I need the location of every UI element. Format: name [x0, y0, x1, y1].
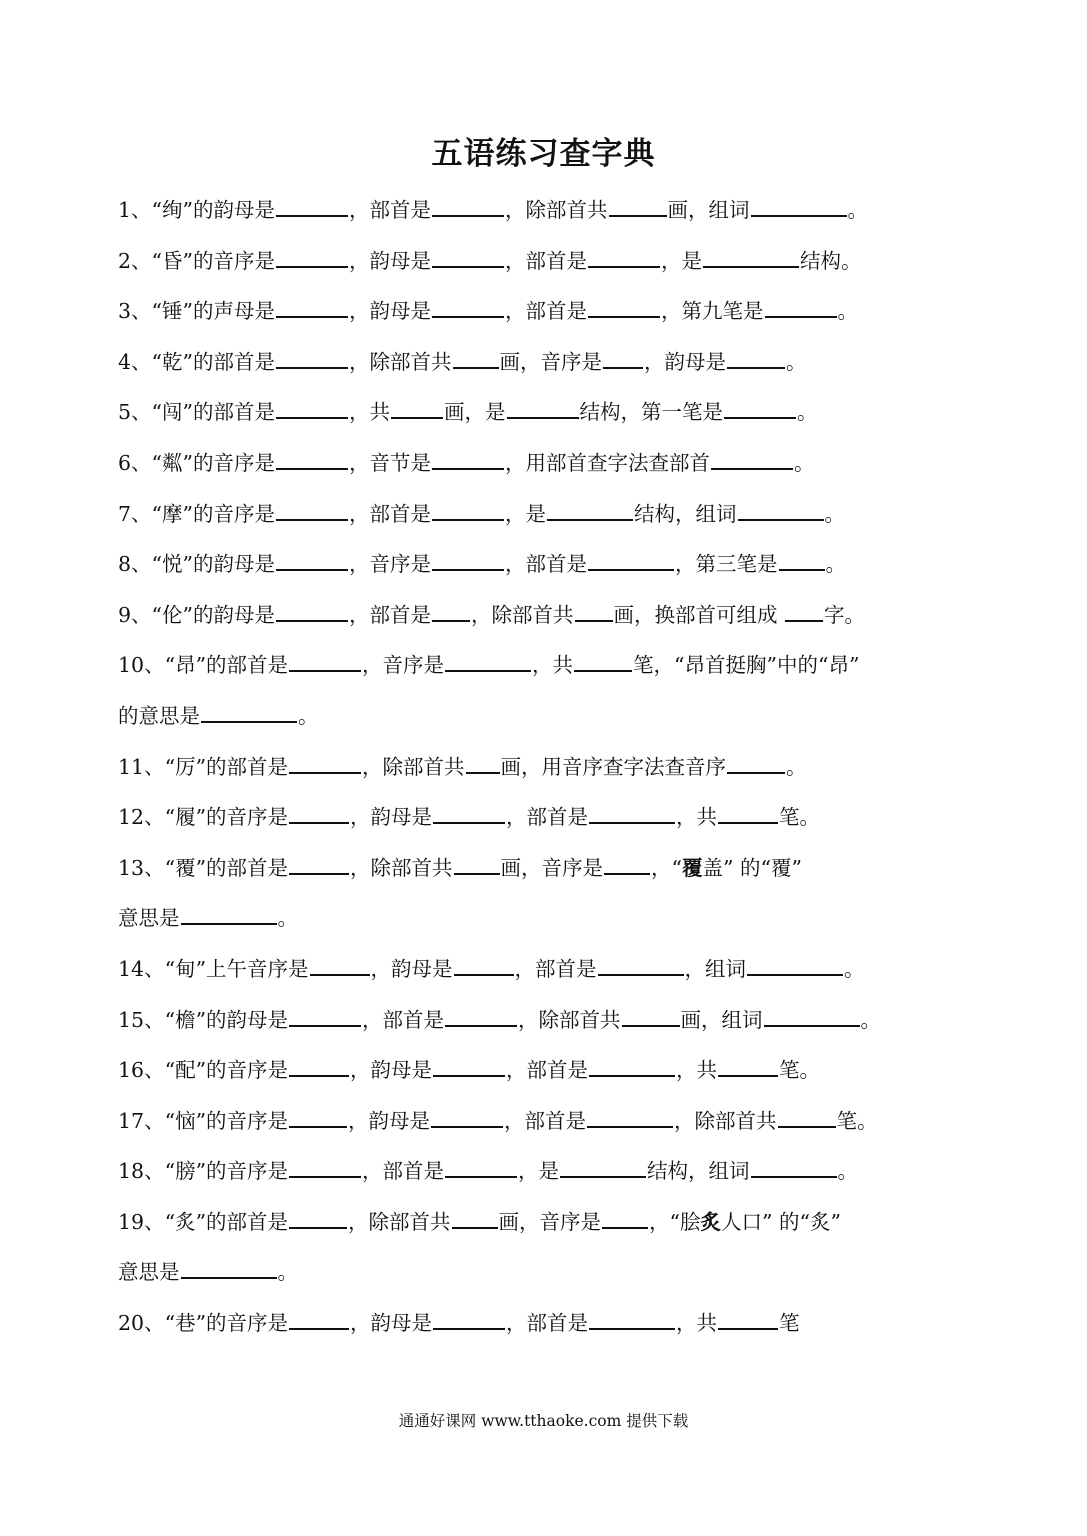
question-text: 4、“乾”的部首是 — [118, 349, 276, 374]
question-text: 的意思是 — [118, 703, 200, 728]
answer-blank[interactable] — [547, 497, 633, 521]
answer-blank[interactable] — [289, 1306, 349, 1330]
answer-blank[interactable] — [276, 395, 348, 419]
answer-blank[interactable] — [622, 1003, 680, 1027]
question-text: 结构，第一笔是 — [579, 400, 724, 425]
question-text: ，是 — [518, 1159, 560, 1184]
question-text: 9、“伦”的韵母是 — [118, 602, 276, 627]
question-text: ，共 — [676, 1311, 718, 1336]
question-line — [118, 797, 978, 848]
question-text: ，部首是 — [505, 299, 588, 324]
question-text: ，“ — [651, 855, 683, 880]
question-line — [118, 443, 978, 494]
question-text: ，“脍 — [649, 1209, 701, 1234]
question-text: ，共 — [676, 805, 718, 830]
question-text: ，韵母是 — [370, 956, 453, 981]
answer-blank[interactable] — [289, 1205, 347, 1229]
question-text: 。 — [825, 552, 847, 577]
question-text: 结构。 — [800, 248, 862, 273]
question-text: 笔。 — [836, 1108, 878, 1133]
answer-blank[interactable] — [276, 598, 348, 622]
question-text: 。 — [298, 703, 319, 728]
question-text: ，部首是 — [506, 1058, 589, 1083]
question-text: ，部首是 — [506, 1311, 589, 1336]
question-line — [118, 392, 978, 443]
answer-blank[interactable] — [276, 345, 348, 369]
question-text: 5、“闯”的部首是 — [118, 400, 276, 425]
answer-blank[interactable] — [445, 648, 531, 672]
answer-blank[interactable] — [598, 952, 684, 976]
question-text: 人口” 的“炙” — [721, 1209, 841, 1234]
question-line — [118, 1101, 978, 1152]
question-line — [118, 747, 978, 798]
answer-blank[interactable] — [432, 547, 504, 571]
answer-blank[interactable] — [751, 193, 847, 217]
answer-blank[interactable] — [454, 952, 514, 976]
answer-blank[interactable] — [276, 294, 348, 318]
question-text: 17、“恼”的音序是 — [118, 1108, 289, 1133]
answer-blank[interactable] — [181, 901, 277, 925]
answer-blank[interactable] — [181, 1255, 277, 1279]
answer-blank[interactable] — [589, 1053, 675, 1077]
question-text: 7、“摩”的音序是 — [118, 501, 276, 526]
question-text: 1、“绚”的韵母是 — [118, 198, 276, 222]
question-text: ，部首是 — [505, 552, 588, 577]
answer-blank[interactable] — [289, 1053, 349, 1077]
answer-blank[interactable] — [588, 244, 660, 268]
answer-blank[interactable] — [724, 395, 796, 419]
question-line — [118, 342, 978, 393]
answer-blank[interactable] — [747, 952, 843, 976]
answer-blank[interactable] — [289, 1154, 361, 1178]
question-line — [118, 1202, 978, 1253]
question-text: ，除部首共 — [349, 349, 452, 374]
question-text: ，除部首共 — [505, 198, 608, 222]
question-list — [118, 190, 978, 1354]
question-text: 笔 — [779, 1311, 800, 1336]
answer-blank[interactable] — [276, 244, 348, 268]
question-line — [118, 848, 978, 899]
question-text: 画，换部首可组成 — [613, 602, 785, 627]
question-text: 3、“锤”的声母是 — [118, 299, 276, 324]
answer-blank[interactable] — [560, 1154, 646, 1178]
answer-blank[interactable] — [276, 193, 348, 217]
answer-blank[interactable] — [453, 345, 499, 369]
question-text: 。 — [837, 299, 859, 324]
answer-blank[interactable] — [711, 446, 793, 470]
question-text: ，音序是 — [362, 653, 445, 678]
question-text: ，韵母是 — [350, 1311, 433, 1336]
answer-blank[interactable] — [289, 648, 361, 672]
question-text: 20、“巷”的音序是 — [118, 1311, 289, 1336]
answer-blank[interactable] — [445, 1154, 517, 1178]
answer-blank[interactable] — [785, 598, 823, 622]
question-text: ，用部首查字法查部首 — [505, 450, 711, 475]
answer-blank[interactable] — [276, 497, 348, 521]
question-text: 13、“覆”的部首是 — [118, 855, 289, 880]
question-text: ，部首是 — [514, 956, 597, 981]
question-text: 结构，组词 — [634, 501, 737, 526]
question-text: 。 — [786, 754, 807, 779]
footer-text: 通通好课网 www.tthaoke.com 提供下载 — [398, 1412, 689, 1430]
question-text: ，是 — [505, 501, 547, 526]
question-text: 笔，“昂首挺胸”中的“昂” — [633, 653, 860, 678]
question-text: 18、“膀”的音序是 — [118, 1159, 289, 1184]
question-line — [118, 241, 978, 292]
answer-blank[interactable] — [432, 598, 470, 622]
question-text: 。 — [786, 349, 807, 374]
question-text: 。 — [837, 1159, 859, 1184]
question-text: ，音序是 — [349, 552, 432, 577]
question-text: ，是 — [661, 248, 703, 273]
question-text: 画，用音序查字法查音序 — [500, 754, 727, 779]
answer-blank[interactable] — [727, 750, 785, 774]
question-text: ，部首是 — [505, 248, 588, 273]
question-line — [118, 291, 978, 342]
answer-blank[interactable] — [779, 547, 825, 571]
question-text: 。 — [797, 400, 818, 425]
answer-blank[interactable] — [764, 1003, 860, 1027]
answer-blank[interactable] — [507, 395, 579, 419]
answer-blank[interactable] — [738, 497, 824, 521]
answer-blank[interactable] — [575, 598, 613, 622]
question-text: 笔。 — [779, 805, 821, 830]
question-text: ，部首是 — [504, 1108, 587, 1133]
question-text: ，部首是 — [349, 198, 432, 222]
answer-blank[interactable] — [433, 800, 505, 824]
answer-blank[interactable] — [289, 1104, 347, 1128]
answer-blank[interactable] — [445, 1003, 517, 1027]
question-text: ，第九笔是 — [661, 299, 764, 324]
highlighted-character: 炙 — [700, 1209, 722, 1234]
answer-blank[interactable] — [432, 294, 504, 318]
answer-blank[interactable] — [289, 750, 361, 774]
answer-blank[interactable] — [433, 1053, 505, 1077]
question-line — [118, 949, 978, 1000]
question-line — [118, 494, 978, 545]
answer-blank[interactable] — [391, 395, 443, 419]
question-text: 。 — [824, 501, 846, 526]
question-text: 14、“甸”上午音序是 — [118, 956, 309, 981]
answer-blank[interactable] — [466, 750, 500, 774]
question-text: 8、“悦”的韵母是 — [118, 552, 276, 577]
question-line — [118, 1000, 978, 1051]
question-text: 盖” 的“覆” — [702, 855, 802, 880]
question-text: ，韵母是 — [349, 248, 432, 273]
question-text: ，除部首共 — [471, 602, 574, 627]
question-text: ，共 — [676, 1058, 718, 1083]
question-text: 12、“履”的音序是 — [118, 805, 289, 830]
answer-blank[interactable] — [431, 1104, 503, 1128]
question-text: ，韵母是 — [350, 805, 433, 830]
question-text: ，部首是 — [362, 1159, 445, 1184]
answer-blank[interactable] — [604, 851, 650, 875]
answer-blank[interactable] — [765, 294, 837, 318]
question-text: 19、“炙”的部首是 — [118, 1209, 289, 1234]
question-text: ，部首是 — [349, 602, 432, 627]
answer-blank[interactable] — [588, 294, 660, 318]
answer-blank[interactable] — [589, 1306, 675, 1330]
question-text: ，第三笔是 — [675, 552, 778, 577]
question-text: ，部首是 — [362, 1007, 445, 1032]
answer-blank[interactable] — [703, 244, 799, 268]
answer-blank[interactable] — [433, 1306, 505, 1330]
answer-blank[interactable] — [778, 1104, 836, 1128]
answer-blank[interactable] — [432, 193, 504, 217]
question-text: ，韵母是 — [349, 299, 432, 324]
question-line — [118, 1303, 978, 1354]
question-text: 。 — [844, 956, 865, 981]
answer-blank[interactable] — [727, 345, 785, 369]
question-line — [118, 595, 978, 646]
question-text: ，韵母是 — [644, 349, 727, 374]
question-text: 意思是 — [118, 906, 180, 931]
question-text: 画，音序是 — [498, 1209, 602, 1234]
question-text: 画，组词 — [667, 198, 750, 222]
question-text: 笔。 — [779, 1058, 821, 1083]
question-text: ，除部首共 — [674, 1108, 777, 1133]
question-text: ，共 — [349, 400, 391, 425]
question-line — [118, 645, 978, 696]
question-text: ，音节是 — [349, 450, 432, 475]
question-text: ，除部首共 — [350, 855, 453, 880]
question-text: 。 — [277, 1260, 298, 1285]
question-text: 画，组词 — [680, 1007, 763, 1032]
question-text: 。 — [847, 198, 869, 222]
answer-blank[interactable] — [574, 648, 632, 672]
question-text: 10、“昂”的部首是 — [118, 653, 289, 678]
answer-blank[interactable] — [432, 244, 504, 268]
answer-blank[interactable] — [276, 446, 348, 470]
question-text: 16、“配”的音序是 — [118, 1058, 289, 1083]
question-text: 画，音序是 — [499, 349, 603, 374]
question-text: ，除部首共 — [362, 754, 465, 779]
answer-blank[interactable] — [452, 1205, 498, 1229]
question-text: 结构，组词 — [647, 1159, 750, 1184]
question-text: 6、“粼”的音序是 — [118, 450, 276, 475]
question-text: 画，音序是 — [500, 855, 604, 880]
answer-blank[interactable] — [588, 547, 674, 571]
question-text: 画，是 — [444, 400, 506, 425]
answer-blank[interactable] — [432, 446, 504, 470]
answer-blank[interactable] — [602, 1205, 648, 1229]
highlighted-character: 覆 — [682, 855, 703, 880]
answer-blank[interactable] — [718, 800, 778, 824]
question-line — [118, 1151, 978, 1202]
answer-blank[interactable] — [289, 800, 349, 824]
answer-blank[interactable] — [289, 851, 349, 875]
answer-blank[interactable] — [589, 800, 675, 824]
answer-blank[interactable] — [718, 1053, 778, 1077]
answer-blank[interactable] — [609, 193, 667, 217]
answer-blank[interactable] — [751, 1154, 837, 1178]
question-line — [118, 544, 978, 595]
question-text: 字。 — [824, 602, 866, 627]
question-text: 。 — [277, 906, 298, 931]
answer-blank[interactable] — [310, 952, 370, 976]
question-line — [118, 1050, 978, 1101]
page-title: 五语练习查字典 — [431, 136, 656, 172]
question-text: 意思是 — [118, 1260, 180, 1285]
answer-blank[interactable] — [432, 497, 504, 521]
question-text: 15、“檐”的韵母是 — [118, 1007, 289, 1032]
question-text: ，共 — [532, 653, 574, 678]
answer-blank[interactable] — [454, 851, 500, 875]
question-line — [118, 1252, 978, 1303]
question-line — [118, 696, 978, 747]
question-text: ，韵母是 — [350, 1058, 433, 1083]
question-text: ，除部首共 — [518, 1007, 621, 1032]
question-line — [118, 190, 978, 241]
answer-blank[interactable] — [587, 1104, 673, 1128]
answer-blank[interactable] — [276, 547, 348, 571]
question-text: 。 — [794, 450, 815, 475]
answer-blank[interactable] — [289, 1003, 361, 1027]
question-text: 2、“昏”的音序是 — [118, 248, 276, 273]
question-text: ，部首是 — [349, 501, 432, 526]
question-text: ，韵母是 — [348, 1108, 431, 1133]
question-text: 11、“厉”的部首是 — [118, 754, 289, 779]
question-text: ，部首是 — [506, 805, 589, 830]
answer-blank[interactable] — [718, 1306, 778, 1330]
question-line — [118, 898, 978, 949]
answer-blank[interactable] — [201, 699, 297, 723]
question-text: 。 — [860, 1007, 882, 1032]
question-text: ，除部首共 — [348, 1209, 451, 1234]
question-text: ，组词 — [684, 956, 747, 981]
answer-blank[interactable] — [603, 345, 643, 369]
